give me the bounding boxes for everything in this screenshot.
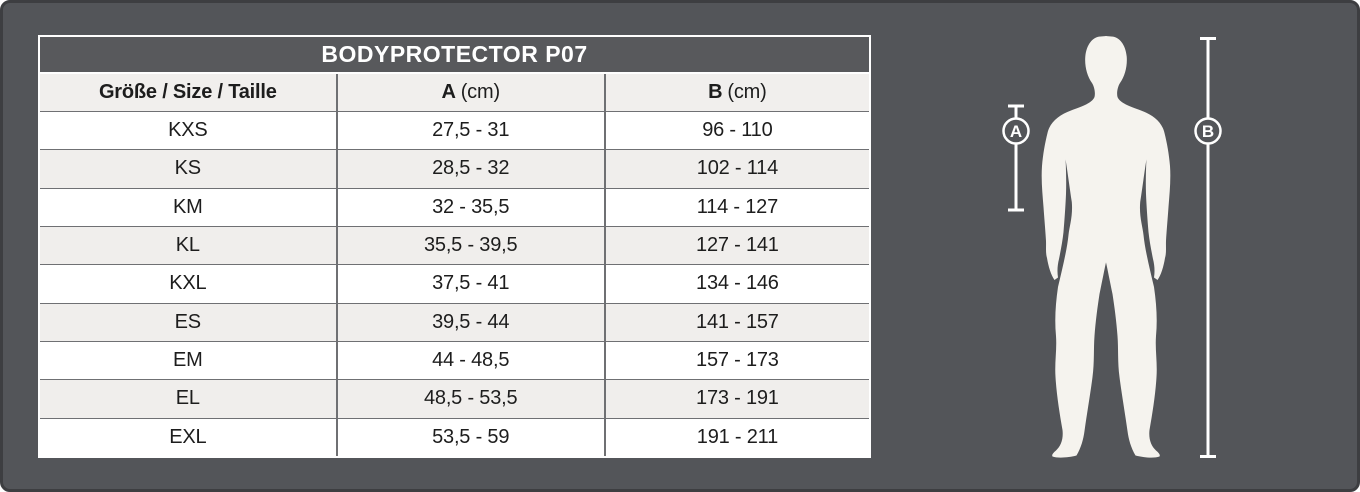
size-cell: EXL	[40, 419, 338, 456]
table-row	[40, 379, 869, 417]
b-cell: 134 - 146	[696, 272, 779, 295]
size-cell: EM	[40, 342, 338, 379]
b-cell: 141 - 157	[696, 310, 779, 333]
size-cell: KXS	[40, 112, 338, 149]
b-cell: 191 - 211	[696, 425, 778, 448]
a-cell: 44 - 48,5	[338, 342, 606, 379]
header-size-label: Größe / Size / Taille	[98, 81, 277, 103]
table-row	[40, 188, 869, 226]
table-body	[40, 111, 869, 456]
a-cell: 35,5 - 39,5	[338, 227, 606, 264]
a-cell: 32 - 35,5	[338, 189, 606, 226]
table-row	[40, 226, 869, 264]
a-cell: 37,5 - 41	[338, 265, 606, 302]
a-cell: 27,5 - 31	[338, 112, 606, 149]
a-cell: 39,5 - 44	[338, 304, 606, 341]
header-b-column	[606, 74, 869, 111]
body-measurement-diagram	[963, 3, 1360, 492]
size-cell: ES	[40, 304, 338, 341]
header-a-label: A	[441, 81, 456, 103]
table-row	[40, 111, 869, 149]
b-cell: 173 - 191	[696, 387, 779, 410]
human-silhouette	[1042, 36, 1171, 458]
table-title: BODYPROTECTOR P07	[40, 37, 869, 74]
size-cell: KL	[40, 227, 338, 264]
table-row	[40, 418, 869, 456]
size-cell: KS	[40, 150, 338, 187]
b-cell: 127 - 141	[696, 234, 779, 257]
b-cell: 102 - 114	[696, 157, 778, 180]
table-row	[40, 264, 869, 302]
b-cell: 157 - 173	[696, 349, 779, 372]
a-cell: 48,5 - 53,5	[338, 380, 606, 417]
b-cell: 114 - 127	[696, 195, 778, 218]
header-a-column	[338, 74, 606, 111]
b-cell: 96 - 110	[702, 119, 773, 142]
header-b-label: B	[708, 81, 723, 103]
size-cell: KM	[40, 189, 338, 226]
size-cell: KXL	[40, 265, 338, 302]
table-row	[40, 341, 869, 379]
a-cell: 53,5 - 59	[338, 419, 606, 456]
size-cell: EL	[40, 380, 338, 417]
table-row	[40, 303, 869, 341]
size-table	[38, 35, 871, 458]
marker-b-label: B	[1201, 122, 1215, 141]
header-b-unit: (cm)	[727, 81, 767, 103]
header-size-column	[40, 74, 338, 111]
a-cell: 28,5 - 32	[338, 150, 606, 187]
marker-a-label: A	[1009, 122, 1023, 141]
table-row	[40, 149, 869, 187]
marker-a-badge	[1004, 119, 1029, 144]
marker-b-badge	[1196, 119, 1221, 144]
table-header-row	[40, 74, 869, 111]
measure-line-b	[1200, 39, 1216, 457]
header-a-unit: (cm)	[460, 81, 500, 103]
